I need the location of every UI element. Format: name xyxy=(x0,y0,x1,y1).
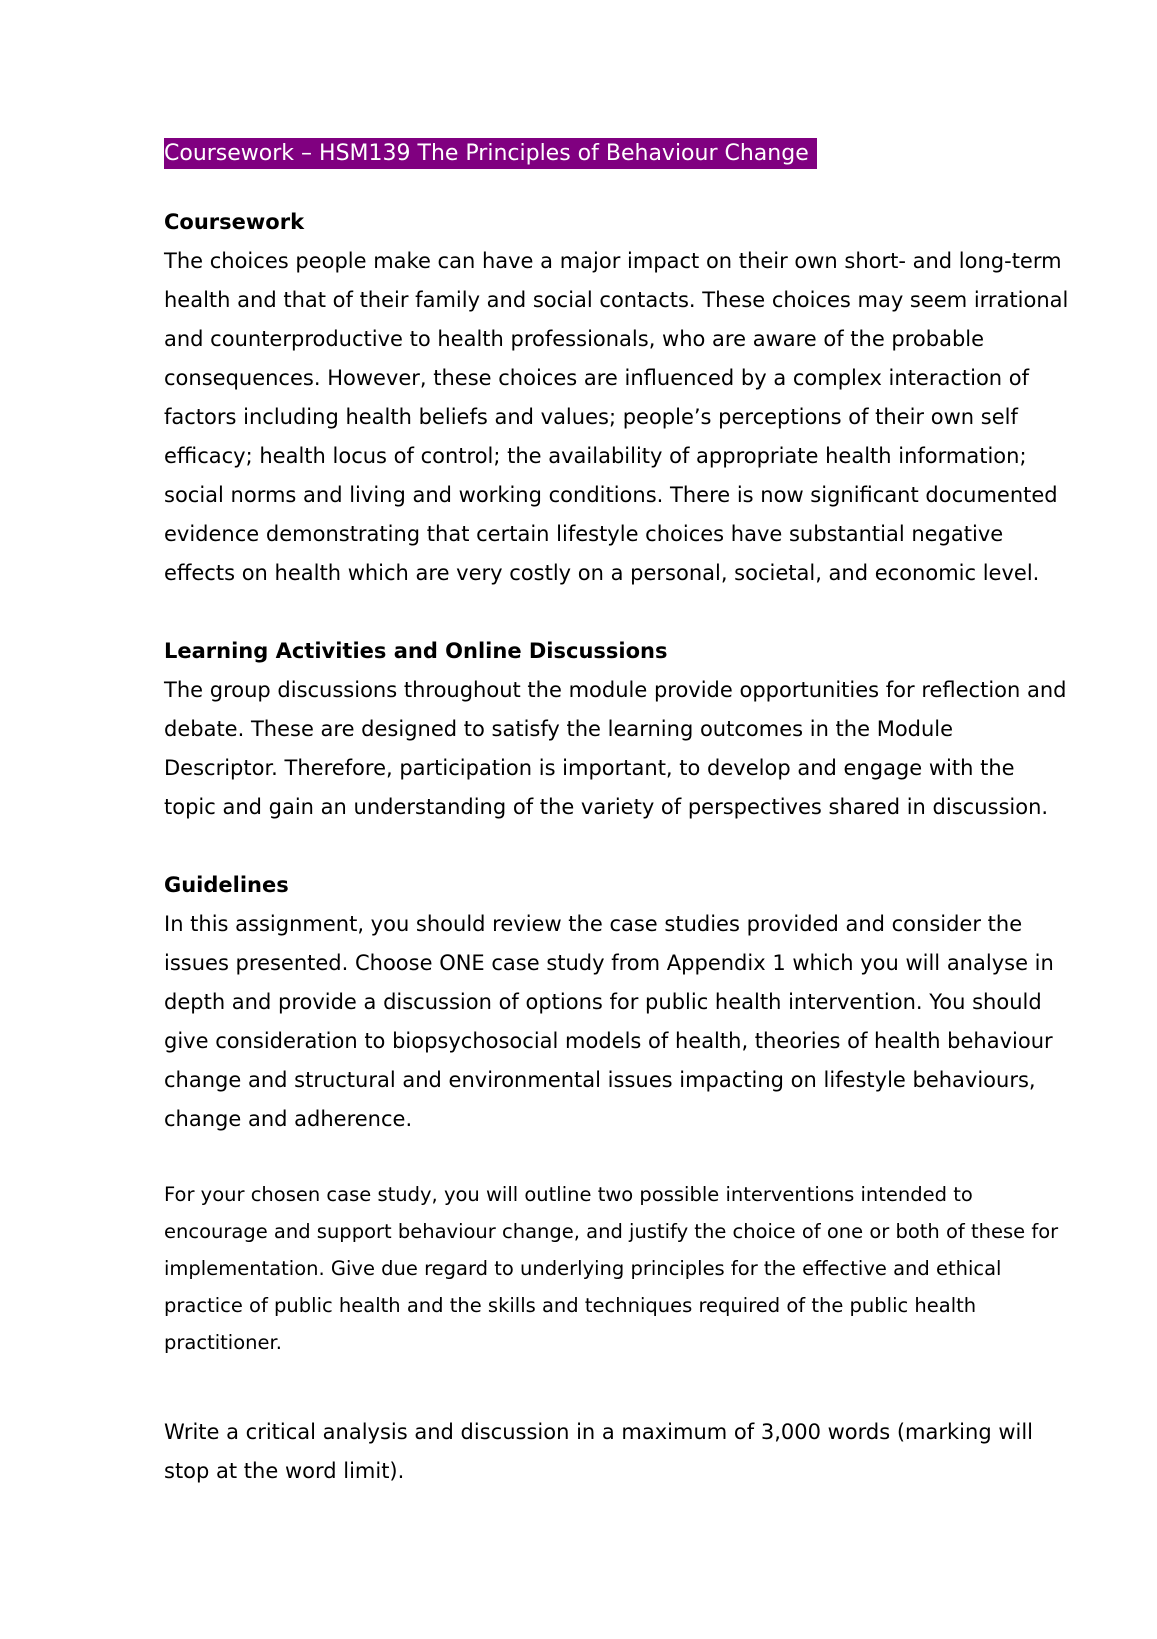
coursework-paragraph: The choices people make can have a major impact on their own short- and long-term health and that of their family and social contacts. These choices may seem irrational and counterproductive to health professionals, who are aware of the probable consequences. However, these choices are influenced by a complex interaction of factors including health beliefs and values; people’s perceptions of their own self efficacy; health locus of control; the availability of appropriate health information; social norms and living and working conditions. There is now significant documented evidence demonstrating that certain lifestyle choices have substantial negative effects on health which are very costly on a personal, societal, and economic level. xyxy=(164,249,1069,585)
guidelines-heading: Guidelines xyxy=(164,873,289,897)
learning-activities-section xyxy=(164,632,1069,827)
learning-activities-paragraph: The group discussions throughout the module provide opportunities for reflection and debate. These are designed to satisfy the learning outcomes in the Module Descriptor. Therefore, participation is important, to develop and engage with the topic and gain an understanding of the variety of perspectives shared in discussion. xyxy=(164,678,1067,819)
document-page xyxy=(164,138,1069,1491)
guidelines-paragraph: In this assignment, you should review the case studies provided and consider the issues presented. Choose ONE case study from Appendix 1 which you will analyse in depth and provide a discussion of options for public health intervention. You should give consideration to biopsychosocial models of health, theories of health behaviour change and structural and environmental issues impacting on lifestyle behaviours, change and adherence. xyxy=(164,912,1054,1131)
coursework-section xyxy=(164,203,1069,593)
document-title: Coursework – HSM139 The Principles of Behaviour Change xyxy=(164,138,817,169)
guidelines-section xyxy=(164,866,1069,1139)
word-limit-paragraph: Write a critical analysis and discussion in a maximum of 3,000 words (marking will stop at the word limit). xyxy=(164,1420,1033,1483)
coursework-heading: Coursework xyxy=(164,210,305,234)
learning-activities-heading: Learning Activities and Online Discussions xyxy=(164,639,668,663)
interventions-paragraph: For your chosen case study, you will outline two possible interventions intended to encourage and support behaviour change, and justify the choice of one or both of these for implementation. Give due regard to underlying principles for the effective and ethical practice of public health and the skills and techniques required of the public health practitioner. xyxy=(164,1183,1059,1354)
